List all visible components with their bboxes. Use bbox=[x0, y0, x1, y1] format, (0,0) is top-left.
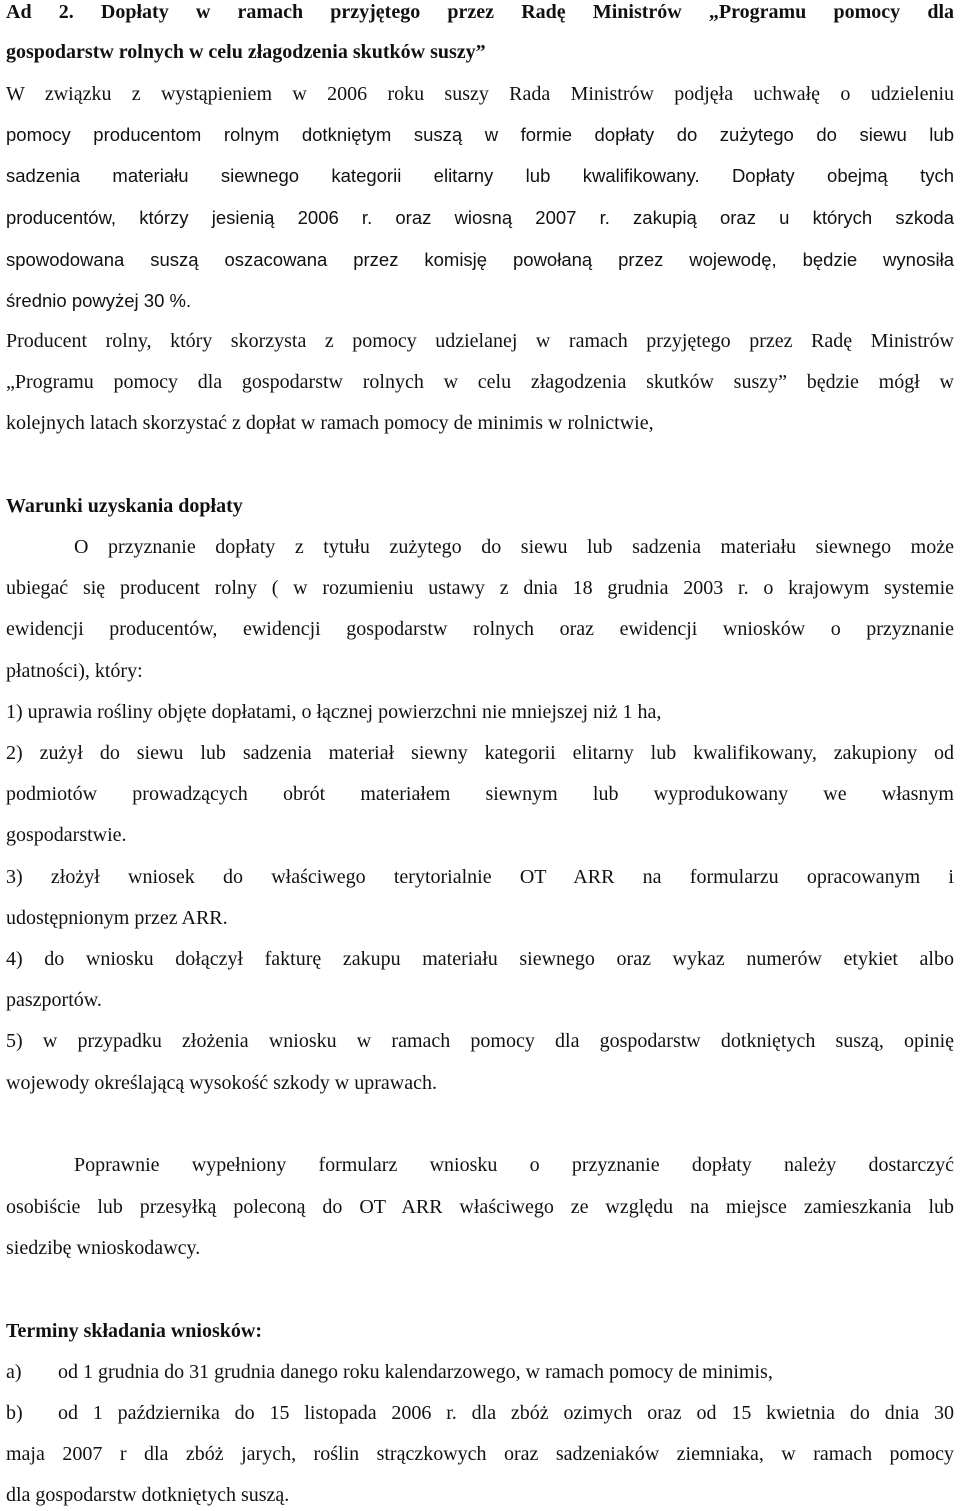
deadline-item-b-cont: dla gospodarstw dotkniętych suszą. bbox=[6, 1484, 290, 1506]
paragraph-line: spowodowana suszą oszacowana przez komisję powołaną przez wojewodę, będzie wynosiła bbox=[6, 249, 954, 270]
deadlines-heading: Terminy składania wniosków: bbox=[6, 1320, 262, 1342]
paragraph-line: „Programu pomocy dla gospodarstw rolnych w celu złagodzenia skutków suszy” będzie mógł w bbox=[6, 371, 954, 393]
section-heading-line-1: Ad 2. Dopłaty w ramach przyjętego przez Radę Ministrów „Programu pomocy dla bbox=[6, 1, 954, 23]
deadline-item-b-cont: maja 2007 r dla zbóż jarych, roślin strączkowych oraz sadzeniaków ziemniaka, w ramach pomocy bbox=[6, 1443, 954, 1465]
deadline-a-label: a) bbox=[6, 1361, 22, 1383]
section-heading-line-2: gospodarstw rolnych w celu złagodzenia skutków suszy” bbox=[6, 41, 486, 63]
condition-item-2-cont: podmiotów prowadzących obrót materiałem siewnym lub wyprodukowany we własnym bbox=[6, 783, 954, 805]
paragraph-line: średnio powyżej 30 %. bbox=[6, 290, 192, 311]
condition-item-2: 2) zużył do siewu lub sadzenia materiał siewny kategorii elitarny lub kwalifikowany, zakupiony od bbox=[6, 742, 954, 764]
paragraph-line: Producent rolny, który skorzysta z pomocy udzielanej w ramach przyjętego przez Radę Ministrów bbox=[6, 330, 954, 352]
paragraph-line: pomocy producentom rolnym dotkniętym suszą w formie dopłaty do zużytego do siewu lub bbox=[6, 124, 954, 145]
condition-item-3-cont: udostępnionym przez ARR. bbox=[6, 907, 228, 929]
conditions-intro-line: O przyznanie dopłaty z tytułu zużytego do siewu lub sadzenia materiału siewnego może bbox=[74, 536, 954, 558]
condition-item-4: 4) do wniosku dołączył fakturę zakupu materiału siewnego oraz wykaz numerów etykiet albo bbox=[6, 948, 954, 970]
paragraph-line: kolejnych latach skorzystać z dopłat w ramach pomocy de minimis w rolnictwie, bbox=[6, 412, 654, 434]
deadline-item-a bbox=[6, 1357, 954, 1387]
deadline-b-label: b) bbox=[6, 1402, 23, 1424]
submission-line: Poprawnie wypełniony formularz wniosku o przyznanie dopłaty należy dostarczyć bbox=[74, 1154, 954, 1176]
condition-item-4-cont: paszportów. bbox=[6, 989, 102, 1011]
conditions-intro-line: ubiegać się producent rolny ( w rozumieniu ustawy z dnia 18 grudnia 2003 r. o krajowym systemie bbox=[6, 577, 954, 599]
deadline-item-b bbox=[6, 1398, 954, 1428]
submission-line: siedzibę wnioskodawcy. bbox=[6, 1237, 201, 1259]
paragraph-line: sadzenia materiału siewnego kategorii elitarny lub kwalifikowany. Dopłaty obejmą tych bbox=[6, 165, 954, 186]
paragraph-line: producentów, którzy jesienią 2006 r. oraz wiosną 2007 r. zakupią oraz u których szkoda bbox=[6, 207, 954, 228]
condition-item-2-cont: gospodarstwie. bbox=[6, 824, 127, 846]
condition-item-3: 3) złożył wniosek do właściwego terytorialnie OT ARR na formularzu opracowanym i bbox=[6, 866, 954, 888]
deadline-b-text: od 1 października do 15 listopada 2006 r. dla zbóż ozimych oraz od 15 kwietnia do dnia 30 bbox=[58, 1402, 954, 1424]
condition-item-5-cont: wojewody określającą wysokość szkody w uprawach. bbox=[6, 1072, 437, 1094]
condition-item-1: 1) uprawia rośliny objęte dopłatami, o łącznej powierzchni nie mniejszej niż 1 ha, bbox=[6, 701, 662, 723]
deadline-a-text: od 1 grudnia do 31 grudnia danego roku kalendarzowego, w ramach pomocy de minimis, bbox=[58, 1361, 773, 1383]
paragraph-line: W związku z wystąpieniem w 2006 roku suszy Rada Ministrów podjęła uchwałę o udzieleniu bbox=[6, 83, 954, 105]
condition-item-5: 5) w przypadku złożenia wniosku w ramach pomocy dla gospodarstw dotkniętych suszą, opinię bbox=[6, 1030, 954, 1052]
conditions-intro-line: ewidencji producentów, ewidencji gospodarstw rolnych oraz ewidencji wniosków o przyznanie bbox=[6, 618, 954, 640]
conditions-intro-line: płatności), który: bbox=[6, 660, 143, 682]
conditions-heading: Warunki uzyskania dopłaty bbox=[6, 495, 243, 517]
submission-line: osobiście lub przesyłką poleconą do OT ARR właściwego ze względu na miejsce zamieszkania lub bbox=[6, 1196, 954, 1218]
